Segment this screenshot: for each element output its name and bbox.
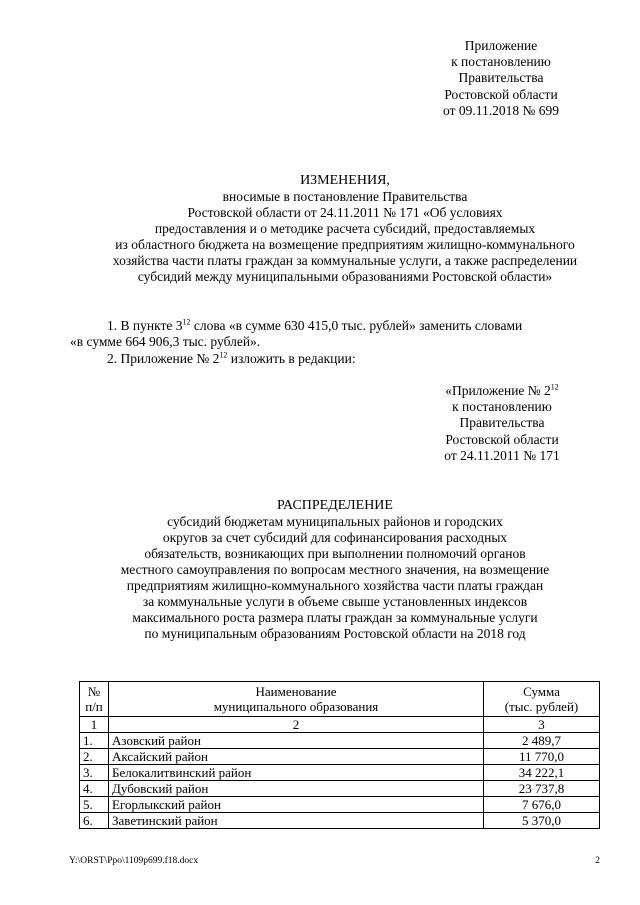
appendix2-line: от 24.11.2011 № 171 [444, 447, 560, 463]
paragraph-1-line-1: 1. В пункте $3^{12}$ слова «в сумме 630 415,0 тыс. рублей» заменить словами [107, 317, 523, 333]
appendix2-header [418, 383, 586, 464]
appendix-line: Правительства [458, 70, 544, 86]
subtitle-line: по муниципальным образованиям Ростовской области на 2018 год [144, 626, 526, 641]
appendix-line: к постановлению [451, 54, 551, 70]
row-name: Заветинский район [109, 813, 484, 829]
subtitle-line: предоставления и о методике расчета субсидий, предоставляемых [154, 221, 536, 236]
column-number: 1 [80, 717, 109, 733]
appendix2-line: к постановлению [452, 399, 552, 415]
subtitle-line: субсидий бюджетам муниципальных районов и городских [167, 514, 503, 529]
table-row [80, 749, 600, 765]
appendix2-line: Правительства [459, 415, 545, 431]
subtitle-line: субсидий между муниципальными образованиями Ростовской области» [137, 269, 553, 284]
header-name: Наименование муниципального образования [109, 682, 484, 717]
row-name: Дубовский район [109, 781, 484, 797]
appendix2-line: Ростовской области [445, 431, 559, 447]
row-sum: 7 676,0 [484, 797, 600, 813]
table-row [80, 813, 600, 829]
subtitle-line: хозяйства части платы граждан за коммунальные услуги, а также распределении [112, 253, 578, 268]
subtitle-line: местного самоуправления по вопросам местного значения, на возмещение [120, 562, 550, 577]
row-num: 6. [80, 813, 109, 829]
distribution-title: РАСПРЕДЕЛЕНИЕ [277, 498, 393, 513]
row-name: Аксайский район [109, 749, 484, 765]
table-row [80, 797, 600, 813]
row-num: 3. [80, 765, 109, 781]
appendix-line: Приложение [464, 38, 538, 53]
footer-page-number: 2 [595, 856, 600, 866]
changes-title: ИЗМЕНЕНИЯ, [300, 173, 390, 188]
paragraph-1-line-2: «в сумме 664 906,3 тыс. рублей». [70, 334, 261, 349]
row-sum: 23 737,8 [484, 781, 600, 797]
table-row [80, 781, 600, 797]
row-sum: 34 222,1 [484, 765, 600, 781]
distribution-subtitle [0, 514, 640, 642]
row-num: 2. [80, 749, 109, 765]
subtitle-line: максимального роста размера платы граждан за коммунальные услуги [132, 610, 538, 625]
header-sum: Сумма (тыс. рублей) [484, 682, 600, 717]
table-row [80, 733, 600, 749]
appendix2-line: «Приложение № $2^{12}$ [445, 382, 559, 398]
subtitle-line: Ростовской области от 24.11.2011 № 171 «Об условиях [187, 205, 503, 220]
distribution-table [79, 681, 600, 829]
column-number: 2 [109, 717, 484, 733]
row-sum: 5 370,0 [484, 813, 600, 829]
column-number-row [80, 717, 600, 733]
row-num: 1. [80, 733, 109, 749]
column-number: 3 [484, 717, 600, 733]
paragraph-2: 2. Приложение № $2^{12}$ изложить в редакции: [107, 350, 356, 366]
subtitle-line: предприятиям жилищно-коммунального хозяйства части платы граждан [126, 578, 544, 593]
subtitle-line: вносимые в постановление Правительства [222, 189, 468, 204]
table-row [80, 765, 600, 781]
row-num: 5. [80, 797, 109, 813]
row-sum: 11 770,0 [484, 749, 600, 765]
row-name: Белокалитвинский район [109, 765, 484, 781]
subtitle-line: из областного бюджета на возмещение предприятиям жилищно-коммунального [115, 237, 575, 252]
appendix-line: Ростовской области [444, 86, 558, 102]
row-sum: 2 489,7 [484, 733, 600, 749]
appendix-header [420, 38, 582, 119]
subtitle-line: за коммунальные услуги в объеме свыше установленных индексов [142, 594, 528, 609]
appendix-line: от 09.11.2018 № 699 [443, 102, 559, 118]
row-name: Егорлыкский район [109, 797, 484, 813]
row-name: Азовский район [109, 733, 484, 749]
row-num: 4. [80, 781, 109, 797]
changes-subtitle [0, 189, 640, 285]
header-num: № п/п [80, 682, 109, 717]
subtitle-line: обязательств, возникающих при выполнении полномочий органов [144, 546, 526, 561]
footer-file-path: Y:\ORST\Ppo\1109p699.f18.docx [69, 856, 199, 866]
table-header-row [80, 682, 600, 717]
subtitle-line: округов за счет субсидий для софинансирования расходных [162, 530, 508, 545]
